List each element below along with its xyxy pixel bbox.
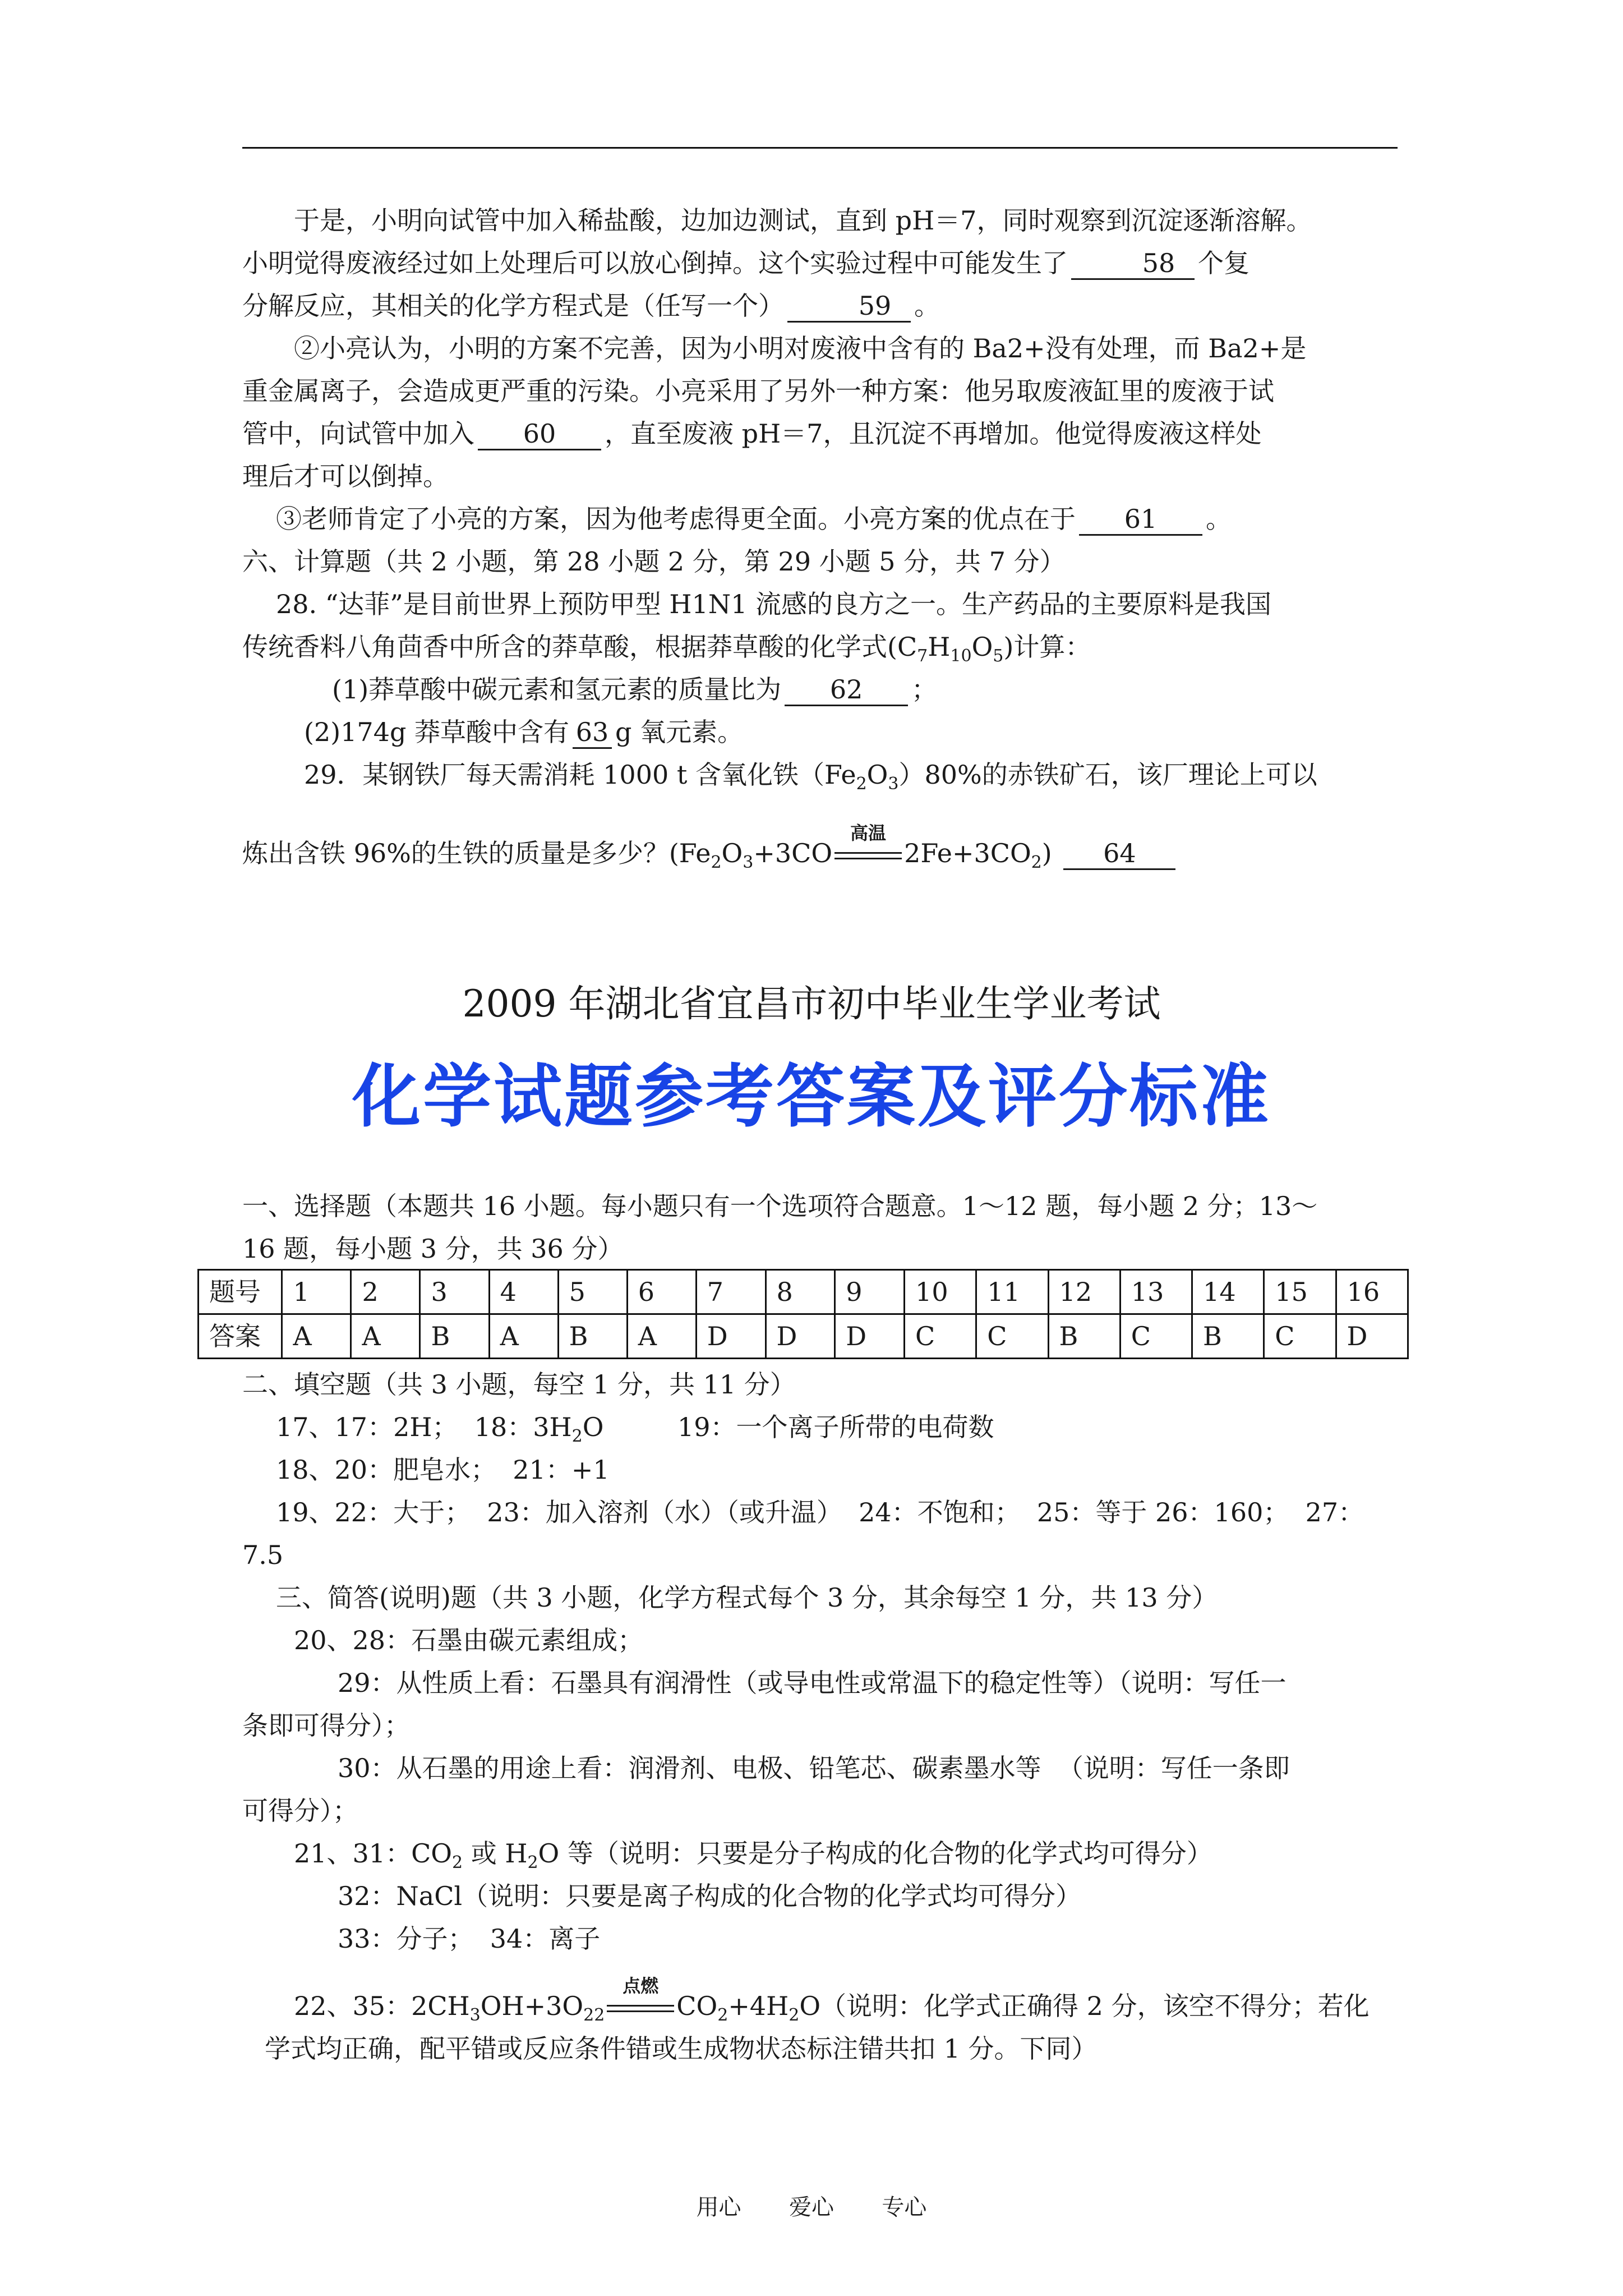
answer-22: 22、35：$2CH_3OH+3O_{22}$ 点燃 $CO_2+4H_2O$（说明：化学式正确得 2 分，该空不得分；若化 <box>294 1975 1370 2025</box>
question-28-part2: (2)174g 莽草酸中含有 63 g 氧元素。 <box>242 711 1398 753</box>
paragraph-xiaoming: 于是，小明向试管中加入稀盐酸，边加边测试，直到 pH＝7，同时观察到沉淀逐渐溶解。 小明觉得废液经过如上处理后可以放心倒掉。这个实验过程中可能发生了 58 个复 分解反应，其相关的化学方程式是（任写一个） 59 。 <box>242 199 1398 327</box>
answer-blank-58: 58 <box>1071 248 1195 280</box>
row-label-answer: 答案 <box>199 1314 282 1359</box>
answer-key-title: 化学试题参考答案及评分标准 <box>352 1057 1271 1137</box>
row-label-number: 题号 <box>199 1270 282 1314</box>
exam-title: 2009 年湖北省宜昌市初中毕业生学业考试 <box>462 982 1161 1025</box>
answer-blank-62: 62 <box>785 674 908 706</box>
section-heading-fill: 二、填空题（共 3 小题，每空 1 分，共 11 分） <box>242 1369 796 1400</box>
section-heading-short: 三、简答(说明)题（共 3 小题，化学方程式每个 3 分，其余每空 1 分，共 13 分） <box>276 1582 1218 1613</box>
header-rule <box>242 147 1398 149</box>
answer-19: 19、22：大于； 23：加入溶剂（水）（或升温） 24：不饱和； 25：等于 26：160； 27： <box>276 1497 1364 1527</box>
part-continuation: 于是，小明向试管中加入稀盐酸，边加边测试，直到 pH＝7，同时观察到沉淀逐渐溶解。 小明觉得废液经过如上处理后可以放心倒掉。这个实验过程中可能发生了 58 个复 分解反应，其相关的化学方程式是（任写一个） 59 。 ②小亮认为，小明的方案不完善，因为小明对废液中含有的 Ba2+没有处理，而 Ba2+是 重金属离子，会造成更严重的污染。小亮采用了另外一种方案：他另取废液缸里的废液于试 管中，向试管中加入 60 ，直至废液 pH＝7，且沉淀不再增加。他觉得废液这样处 理后才可以倒掉。 ③老师肯定了小亮的方案，因为他考虑得更全面。小亮方案的优点在于 61 。 六、计算题（共 2 小题，第 28 小题 2 分，第 29 小题 5 分，共 7 分） 28. “达菲”是目前世界上预防甲型 H1N1 流感的良方之一。生产药品的主要原料是我国 传统香料八角茴香中所含的莽草酸，根据莽草酸的化学式$(C_7H_{10}O_5)$计算： (1)莽草酸中碳元素和氢元素的质量比为 62 ； (2)174g 莽草酸中含有 63 g 氧元素。 29．某钢铁厂每天需消耗 1000 t 含氧化铁$(Fe_2O_3)80\%$的赤铁矿石，该厂理论上可以 炼出含铁 96%的生铁的质量是多少？($Fe_2O_3+3CO$ 高温 $2Fe+3CO_2$) 64 <box>242 199 1398 875</box>
question-29-equation-line: 炼出含铁 96%的生铁的质量是多少？($Fe_2O_3+3CO$ 高温 $2Fe+3CO_2$) 64 <box>242 832 1398 875</box>
question-28: 28. “达菲”是目前世界上预防甲型 H1N1 流感的良方之一。生产药品的主要原料是我国 <box>276 589 1271 619</box>
answer-21: 21、31：$CO_2$ 或 $H_2O$ 等（说明：只要是分子构成的化合物的化学式均可得分） <box>294 1838 1212 1872</box>
answer-blank-59: 59 <box>787 291 911 323</box>
answer-blank-60: 60 <box>478 418 601 450</box>
paragraph-xiaoliang: ②小亮认为，小明的方案不完善，因为小明对废液中含有的 Ba2+没有处理，而 Ba2+是 重金属离子，会造成更严重的污染。小亮采用了另外一种方案：他另取废液缸里的废液于试 管中，向试管中加入 60 ，直至废液 pH＝7，且沉淀不再增加。他觉得废液这样处 理后才可以倒掉。 <box>242 333 1307 491</box>
choice-answer-table <box>197 1269 1409 1359</box>
answer-blank-64: 64 <box>1063 838 1175 870</box>
question-29: 29．某钢铁厂每天需消耗 1000 t 含氧化铁$(Fe_2O_3)80\%$的赤铁矿石，该厂理论上可以 <box>304 760 1317 794</box>
reaction-condition-high-temp: 高温 <box>834 844 902 867</box>
section-choice-heading: 一、选择题（本题共 16 小题。每小题只有一个选项符合题意。1～12 题，每小题 2 分；13～ 16 题，每小题 3 分，共 36 分） <box>242 1191 1318 1264</box>
reaction-condition-ignite: 点燃 <box>607 1997 674 2019</box>
answer-17: 17、17：2H； 18：$3H_2O$ 19：一个离子所带的电荷数 <box>276 1412 994 1446</box>
answer-blank-63: 63 <box>573 717 612 749</box>
page-footer: 用心 爱心 专心 <box>696 2194 927 2220</box>
table-row-answers: 答案 A A B A B A D D D C C B C B C D <box>199 1314 1408 1359</box>
table-row-numbers: 题号 1 2 3 4 5 6 7 8 9 10 11 12 13 14 15 16 <box>199 1270 1408 1314</box>
paragraph-teacher: ③老师肯定了小亮的方案，因为他考虑得更全面。小亮方案的优点在于 61 。 <box>242 498 1398 540</box>
section-heading-calculation: 六、计算题（共 2 小题，第 28 小题 2 分，第 29 小题 5 分，共 7 分） <box>242 546 1066 577</box>
answer-blank-61: 61 <box>1079 504 1202 536</box>
answer-18: 18、20：肥皂水； 21：+1 <box>276 1455 610 1485</box>
section-fill-blank: 二、填空题（共 3 小题，每空 1 分，共 11 分） 17、17：2H； 18：$3H_2O$ 19：一个离子所带的电荷数 18、20：肥皂水； 21：+1 19、22：大于； 23：加入溶剂（水）（或升温） 24：不饱和； 25：等于 26：160； 27： 7.5 <box>242 1363 1398 1576</box>
section-short-answer: 三、简答(说明)题（共 3 小题，化学方程式每个 3 分，其余每空 1 分，共 13 分） 20、28：石墨由碳元素组成； 29：从性质上看：石墨具有润滑性（或导电性或常温下的稳定性等）（说明：写任一 条即可得分）； 30：从石墨的用途上看：润滑剂、电极、铅笔芯、碳素墨水等 （说明：写任一条即 可得分）； 21、31：$CO_2$ 或 $H_2O$ 等（说明：只要是分子构成的化合物的化学式均可得分） 32：NaCl（说明：只要是离子构成的化合物的化学式均可得分） 33：分子； 34：离子 22、35：$2CH_3OH+3O_{22}$ 点燃 $CO_2+4H_2O$（说明：化学式正确得 2 分，该空不得分；若化 学式均正确，配平错或反应条件错或生成物状态标注错共扣 1 分。下同） <box>242 1576 1398 2070</box>
question-28-part1: (1)莽草酸中碳元素和氢元素的质量比为 62 ； <box>242 668 1398 711</box>
answer-20: 20、28：石墨由碳元素组成； <box>294 1625 644 1655</box>
